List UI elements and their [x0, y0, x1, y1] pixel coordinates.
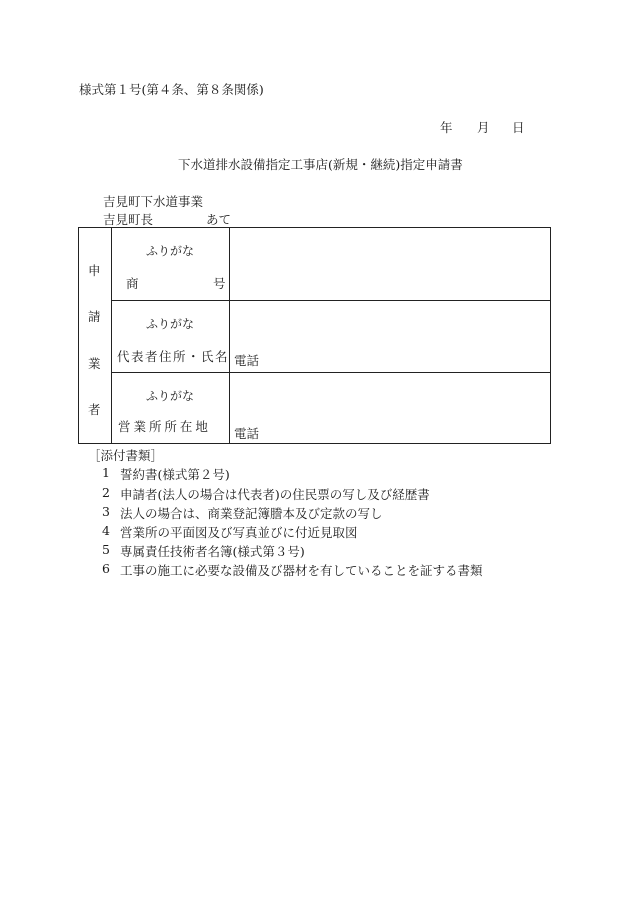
attachment-number: 3	[102, 504, 110, 519]
furigana-label: ふりがな	[146, 317, 195, 331]
attachment-number: 4	[102, 523, 110, 538]
form-number: 様式第１号(第４条、第８条関係)	[79, 82, 264, 97]
attachment-number: 2	[102, 485, 110, 500]
attachment-item: 専属責任技術者名簿(様式第３号)	[120, 544, 305, 559]
trade-name-label: 商	[126, 276, 139, 291]
representative-phone-label: 電話	[234, 353, 260, 368]
attachments-heading: ［添付書類］	[88, 448, 164, 463]
trade-name-label: 号	[213, 276, 226, 291]
representative-field[interactable]	[230, 301, 550, 372]
attachment-number: 6	[102, 561, 110, 576]
addressee-mayor: 吉見町長	[103, 212, 154, 227]
addressee-org: 吉見町下水道事業	[103, 194, 204, 209]
document-title: 下水道排水設備指定工事店(新規・継続)指定申請書	[178, 157, 463, 172]
vertical-label-char: 申	[88, 263, 101, 278]
attachment-item: 営業所の平面図及び写真並びに付近見取図	[120, 525, 358, 540]
date-year-label: 年	[440, 120, 453, 135]
representative-address-name-label: 代表者住所・氏名	[117, 349, 230, 364]
office-location-field[interactable]	[230, 373, 550, 443]
furigana-label: ふりがな	[146, 389, 195, 403]
office-phone-label: 電話	[234, 426, 260, 441]
furigana-label: ふりがな	[146, 244, 195, 258]
attachment-item: 法人の場合は、商業登記簿謄本及び定款の写し	[120, 506, 383, 521]
date-day-label: 日	[512, 120, 525, 135]
attachment-number: 1	[102, 465, 110, 480]
attachment-item: 誓約書(様式第２号)	[120, 467, 230, 482]
vertical-label-char: 業	[88, 356, 101, 371]
vertical-label-char: 者	[88, 402, 101, 417]
attachment-item: 申請者(法人の場合は代表者)の住民票の写し及び経歴書	[120, 487, 430, 502]
date-month-label: 月	[477, 120, 490, 135]
applicant-table	[78, 227, 551, 444]
office-location-label: 営 業 所 所 在 地	[118, 419, 208, 434]
attachment-item: 工事の施工に必要な設備及び器材を有していることを証する書類	[120, 563, 483, 578]
trade-name-field[interactable]	[230, 228, 550, 300]
table-divider	[111, 228, 112, 443]
addressee-ate: あて	[206, 212, 232, 227]
attachment-number: 5	[102, 542, 110, 557]
vertical-label-char: 請	[88, 309, 101, 324]
